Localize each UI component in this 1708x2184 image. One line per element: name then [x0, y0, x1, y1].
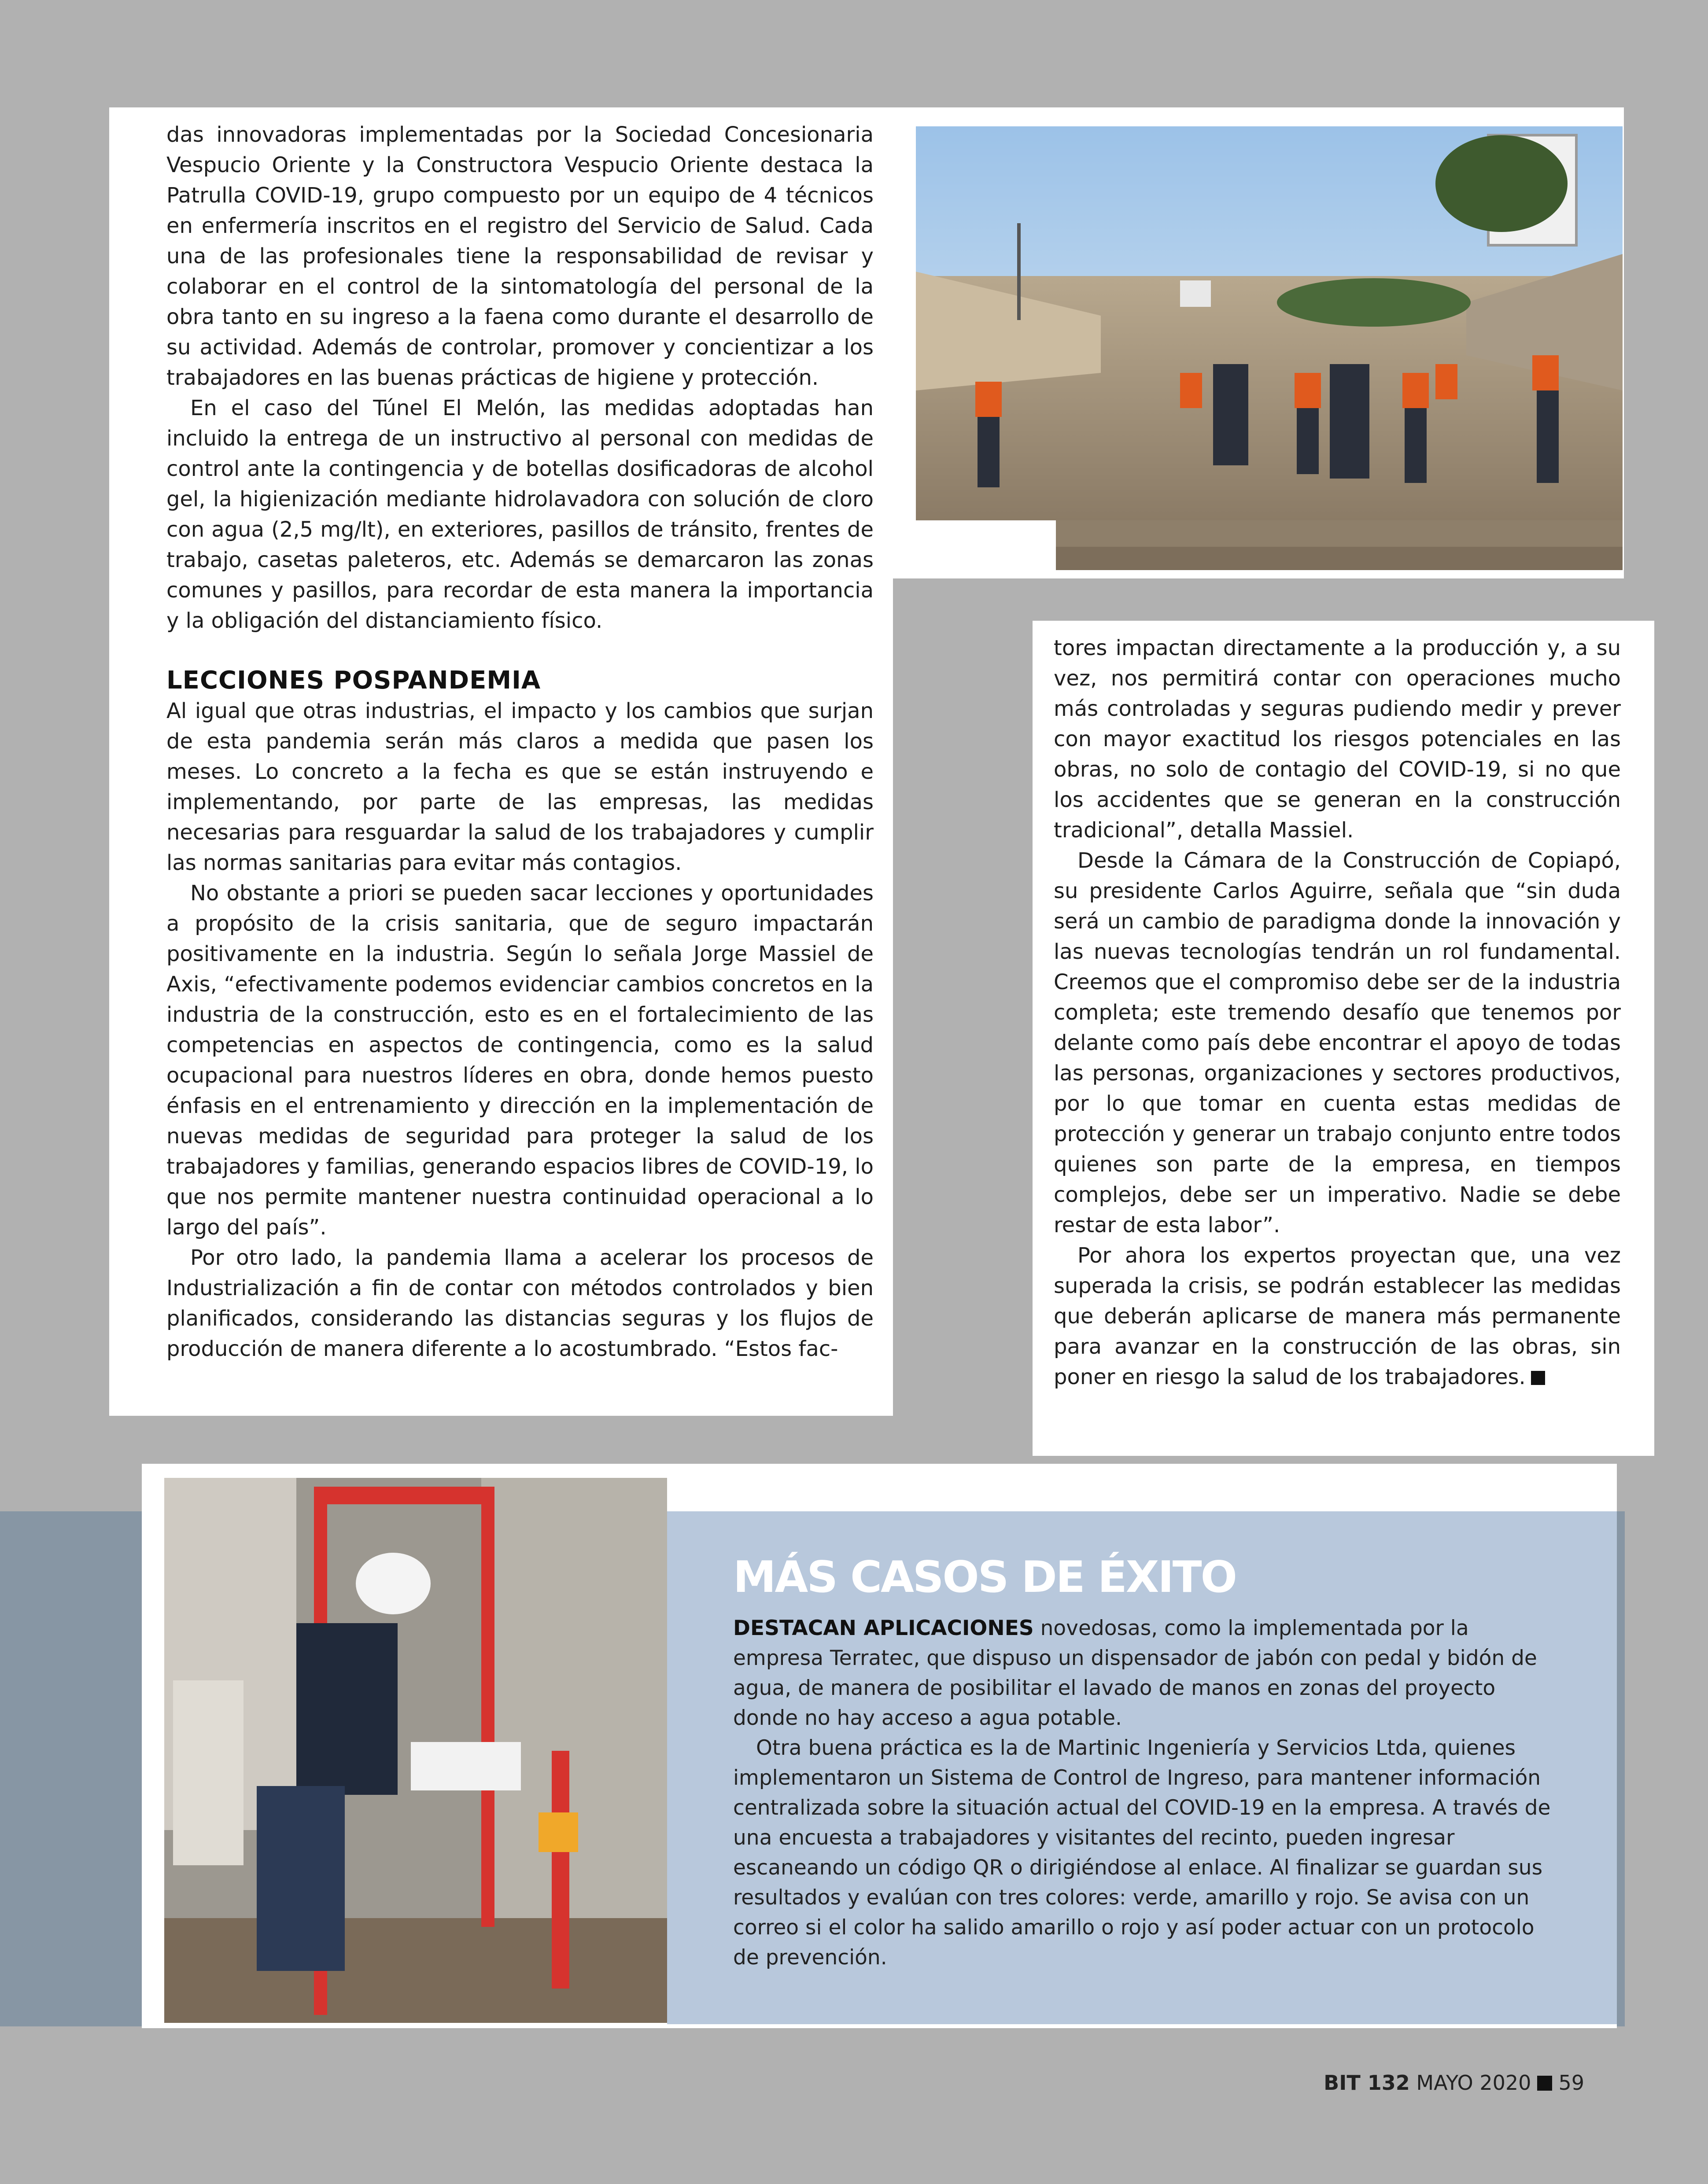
page-number: 59 — [1558, 2071, 1584, 2095]
sidebar-title: MÁS CASOS DE ÉXITO — [733, 1552, 1236, 1602]
article-paragraph: En el caso del Túnel El Melón, las medidas adoptadas han incluido la entrega de un instructivo al personal con medidas de control ante la contingencia y de botellas dosificadoras de alcohol gel, la higienización mediante hidrolavadora con solución de cloro con agua (2,5 mg/lt), en exteriores, pasillos de tránsito, frentes de trabajo, casetas paleteros, etc. Además se demarcaron las zonas comunes y pasillos, para recordar de esta manera la importancia y la obligación del distanciamiento físico. — [166, 396, 874, 633]
sidebar-lead-bold: DESTACAN APLICACIONES — [733, 1616, 1034, 1640]
sidebar-paragraph: Otra buena práctica es la de Martinic Ingeniería y Servicios Ltda, quienes implementaron un Sistema de Control de Ingreso, para mantener información centralizada sobre la situación actual del COVID-19 en la empresa. A través de una encuesta a trabajadores y visitantes del recinto, pueden ingresar escaneando un código QR o dirigiéndose al enlace. Al finalizar se guardan sus resultados y evalúan con tres colores: verde, amarillo y rojo. Se avisa con un correo si el color ha salido amarillo o rojo y así poder actuar con un protocolo de prevención. — [733, 1736, 1551, 1970]
magazine-name: BIT 132 — [1324, 2071, 1410, 2095]
article-paragraph-final — [1054, 1241, 1621, 1392]
article-paragraph: das innovadoras implementadas por la Sociedad Concesionaria Vespucio Oriente y la Constructora Vespucio Oriente destaca la Patrulla COVID-19, grupo compuesto por un equipo de 4 técnicos en enfermería inscritos en el registro del Servicio de Salud. Cada una de las profesionales tiene la responsabilidad de revisar y colaborar en el control de la sintomatología del personal de la obra tanto en su ingreso a la faena como durante el desarrollo de su actividad. Además de controlar, promover y concientizar a los trabajadores en las buenas prácticas de higiene y protección. — [166, 122, 874, 390]
article-paragraph: Desde la Cámara de la Construcción de Copiapó, su presidente Carlos Aguirre, señala que “sin duda será un cambio de paradigma donde la innovación y las nuevas tecnologías tendrán un rol fundamental. Creemos que el compromiso debe ser de la industria completa; este tremendo desafío que tenemos por delante como país debe encontrar el apoyo de todas las personas, organizaciones y sectores productivos, por lo que tomar en cuenta estas medidas de protección y generar un trabajo conjunto entre todos quienes son parte de la empresa, en tiempos complejos, debe ser un imperativo. Nadie se debe restar de esta labor”. — [1054, 848, 1621, 1237]
article-paragraph: Por otro lado, la pandemia llama a acelerar los procesos de Industrialización a fin de contar con métodos controlados y bien planificados, considerando las distancias seguras y los flujos de producción de manera diferente a lo acostumbrado. “Estos fac- — [166, 1245, 874, 1361]
page-footer — [1324, 2071, 1584, 2095]
section-heading: LECCIONES POSPANDEMIA — [166, 666, 541, 695]
article-column-right — [1033, 621, 1654, 1456]
construction-site-photo — [916, 126, 1623, 520]
article-paragraph: tores impactan directamente a la producción y, a su vez, nos permitirá contar con operaciones mucho más controladas y seguras pudiendo medir y prever con mayor exactitud los riesgos potenciales en las obras, no solo de contagio del COVID-19, si no que los accidentes que se generan en la construcción tradicional”, detalla Massiel. — [1054, 636, 1621, 843]
article-paragraph: Al igual que otras industrias, el impacto y los cambios que surjan de esta pandemia serán más claros a medida que pasen los meses. Lo concreto a la fecha es que se están instruyendo e implementando, por parte de las empresas, las medidas necesarias para resguardar la salud de los trabajadores y cumplir las normas sanitarias para evitar más contagios. — [166, 699, 874, 875]
issue-date: MAYO 2020 — [1416, 2071, 1531, 2095]
sidebar-lead-text: novedosas, como la implementada por la empresa Terratec, que dispuso un dispensador de jabón con pedal y bidón de agua, de manera de posibilitar el lavado de manos en zonas del proyecto donde no hay acceso a agua potable. — [733, 1616, 1537, 1730]
construction-site-photo-bottom — [1056, 520, 1623, 570]
sidebar-text — [733, 1613, 1561, 1973]
article-paragraph-text: Por ahora los expertos proyectan que, una vez superada la crisis, se podrán establecer las medidas que deberán aplicarse de manera más permanente para avanzar en la construcción de las obras, sin poner en riesgo la salud de los trabajadores. — [1054, 1243, 1621, 1389]
end-mark-icon — [1531, 1371, 1545, 1385]
handwashing-station-photo — [164, 1478, 667, 2023]
article-column-left — [109, 107, 893, 1416]
square-icon — [1537, 2076, 1552, 2091]
sidebar-paragraph — [733, 1613, 1561, 1733]
article-paragraph: No obstante a priori se pueden sacar lecciones y oportunidades a propósito de la crisis sanitaria, que de seguro impactarán positivamente en la industria. Según lo señala Jorge Massiel de Axis, “efectivamente podemos evidenciar cambios concretos en la industria de la construcción, esto es en el fortalecimiento de las competencias en aspectos de contingencia, como es la salud ocupacional para nuestros líderes en obra, donde hemos puesto énfasis en el entrenamiento y dirección en la implementación de nuevas medidas de seguridad para proteger la salud de los trabajadores y familias, generando espacios libres de COVID-19, lo que nos permite mantener nuestra continuidad operacional a lo largo del país”. — [166, 881, 874, 1240]
